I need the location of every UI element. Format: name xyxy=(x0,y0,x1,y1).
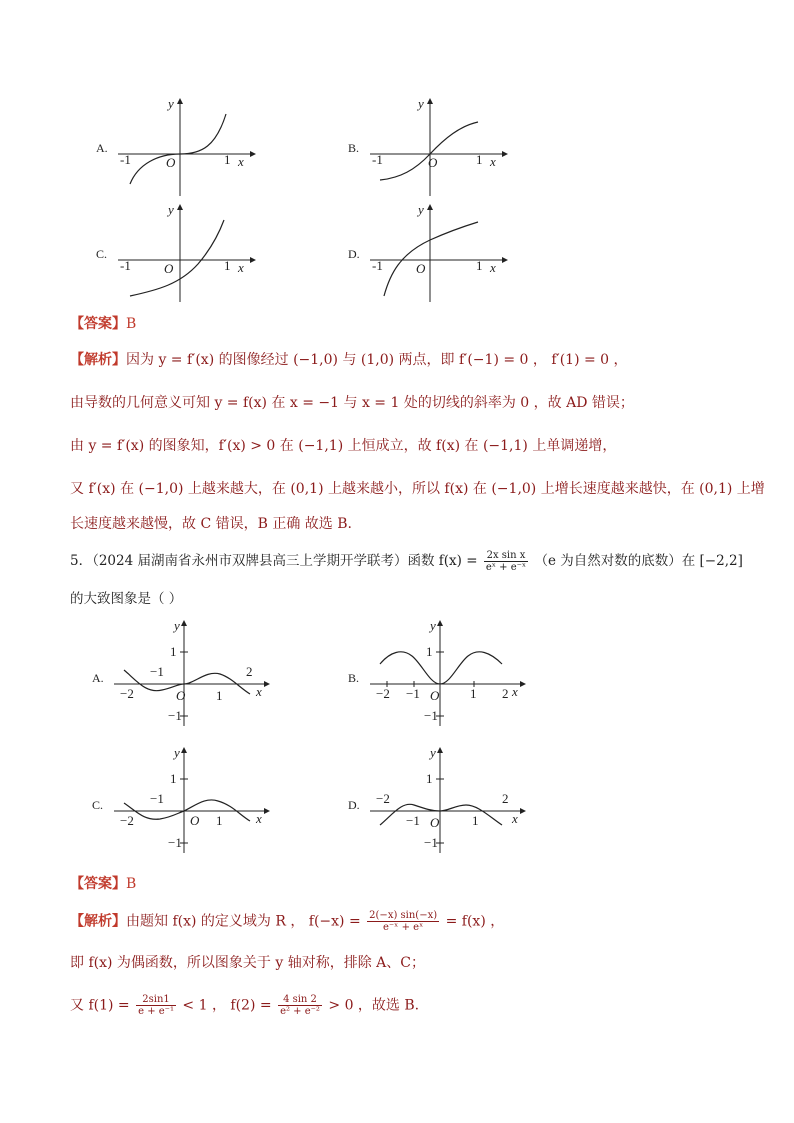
svg-text:−2: −2 xyxy=(376,791,390,806)
svg-text:y: y xyxy=(174,618,180,633)
svg-text:−1: −1 xyxy=(406,813,420,828)
y-axis-label: y xyxy=(418,96,424,111)
tick-1: 1 xyxy=(224,152,231,167)
origin-label: O xyxy=(166,155,176,170)
q5-analysis-line-3: 又 f(1) = $\frac{2\sin 1}{\text{e + e⁻¹}}$ < 1 ， f(2) = $\frac{4 \sin 2}{\text{e² + e⁻²}}$ > 0 ，故选 B. xyxy=(70,994,420,1017)
q4-graph-c xyxy=(118,204,258,304)
analysis-tag: 【解析】 xyxy=(70,913,126,930)
q5-stem-fraction: $\frac{\text{2x sin x}}{\text{eˣ + e⁻ˣ}}$ xyxy=(485,550,527,573)
y-axis-label: y xyxy=(418,202,424,217)
tick-neg1: -1 xyxy=(120,258,131,273)
svg-text:2: 2 xyxy=(502,791,509,806)
x-axis-label: x xyxy=(238,260,244,275)
q4-analysis-line-1: 【解析】因为 y = f′(x) 的图像经过 (−1,0) 与 (1,0) 两点，即 f′(−1) = 0 ， f′(1) = 0 ， xyxy=(70,352,628,368)
q5-graph-b xyxy=(370,618,530,728)
q5-analysis-line-2: 即 f(x) 为偶函数，所以图象关于 y 轴对称，排除 A、C； xyxy=(70,955,425,971)
y-axis-label: y xyxy=(168,202,174,217)
answer-value: B xyxy=(126,876,137,892)
svg-text:O: O xyxy=(430,688,440,703)
svg-text:−1: −1 xyxy=(168,708,182,723)
q5-answer-line xyxy=(70,874,136,894)
x-axis-label: x xyxy=(238,154,244,169)
answer-value: B xyxy=(126,316,137,332)
svg-text:−2: −2 xyxy=(376,686,390,701)
svg-text:−1: −1 xyxy=(150,791,164,806)
svg-text:O: O xyxy=(176,688,186,703)
q5-stem-line-2: 的大致图象是（ ） xyxy=(70,591,183,607)
svg-text:y: y xyxy=(430,745,436,760)
y-axis-label: y xyxy=(168,96,174,111)
svg-text:1: 1 xyxy=(470,686,477,701)
svg-text:−1: −1 xyxy=(424,708,438,723)
q5-option-c-label: C. xyxy=(92,798,104,812)
answer-tag: 【答案】 xyxy=(70,316,126,332)
svg-text:x: x xyxy=(256,684,262,699)
tick-neg1: -1 xyxy=(372,258,383,273)
q4-analysis-line-2: 由导数的几何意义可知 y = f(x) 在 x = −1 与 x = 1 处的切线的斜率为 0 ，故 AD 错误； xyxy=(70,395,634,411)
svg-text:1: 1 xyxy=(170,644,177,659)
tick-1: 1 xyxy=(224,258,231,273)
svg-text:O: O xyxy=(190,813,200,828)
svg-text:1: 1 xyxy=(426,644,433,659)
svg-text:O: O xyxy=(430,815,440,830)
q4-option-b-label: B. xyxy=(348,141,360,155)
origin-label: O xyxy=(164,261,174,276)
x-axis-label: x xyxy=(490,260,496,275)
q5-graph-d xyxy=(370,745,530,855)
x-axis-label: x xyxy=(490,154,496,169)
svg-text:x: x xyxy=(512,811,518,826)
q4-analysis-line-5: 长速度越来越慢，故 C 错误，B 正确 故选 B. xyxy=(70,516,352,532)
svg-text:x: x xyxy=(512,684,518,699)
svg-text:−1: −1 xyxy=(424,835,438,850)
q5-option-d-label: D. xyxy=(348,798,360,812)
svg-text:1: 1 xyxy=(472,813,479,828)
svg-text:−2: −2 xyxy=(120,813,134,828)
q5-graph-a xyxy=(114,618,274,728)
svg-text:1: 1 xyxy=(216,688,223,703)
svg-text:y: y xyxy=(430,618,436,633)
q5-graph-c xyxy=(114,745,274,855)
svg-text:−1: −1 xyxy=(406,686,420,701)
q5-analysis-line-1: 【解析】由题知 f(x) 的定义域为 R ， f(−x) = $\frac{2(-x) \sin(-x)}{\text{e⁻ˣ + eˣ}}$ = f(x) ， xyxy=(70,910,505,933)
q4-graph-d xyxy=(370,204,510,304)
q4-analysis-line-4: 又 f′(x) 在 (−1,0) 上越来越大，在 (0,1) 上越来越小，所以 f(x) 在 (−1,0) 上增长速度越来越快，在 (0,1) 上增 xyxy=(70,481,765,497)
q4-graph-b xyxy=(370,98,510,198)
q5-option-b-label: B. xyxy=(348,671,360,685)
origin-label: O xyxy=(416,261,426,276)
q4-analysis-line-3: 由 y = f′(x) 的图象知，f′(x) > 0 在 (−1,1) 上恒成立，故 f(x) 在 (−1,1) 上单调递增， xyxy=(70,438,617,454)
tick-neg1: -1 xyxy=(120,152,131,167)
q4-option-d-label: D. xyxy=(348,247,360,261)
svg-text:2: 2 xyxy=(246,664,253,679)
q4-answer-line xyxy=(70,314,136,334)
svg-text:x: x xyxy=(256,811,262,826)
q4-option-c-label: C. xyxy=(96,247,108,261)
svg-text:y: y xyxy=(174,745,180,760)
svg-text:1: 1 xyxy=(426,771,433,786)
svg-text:−1: −1 xyxy=(150,664,164,679)
tick-1: 1 xyxy=(476,258,483,273)
svg-text:−2: −2 xyxy=(120,686,134,701)
svg-text:1: 1 xyxy=(216,813,223,828)
analysis-tag: 【解析】 xyxy=(70,352,126,368)
origin-label: O xyxy=(428,155,438,170)
answer-tag: 【答案】 xyxy=(70,876,126,892)
svg-text:2: 2 xyxy=(502,686,509,701)
svg-text:1: 1 xyxy=(170,771,177,786)
q5-option-a-label: A. xyxy=(92,671,104,685)
q4-graph-a xyxy=(118,98,258,198)
q4-option-a-label: A. xyxy=(96,141,108,155)
svg-text:−1: −1 xyxy=(168,835,182,850)
q5-stem-line-1: 5．（2024 届湖南省永州市双牌县高三上学期开学联考）函数 f(x) = $\frac{\text{2x sin x}}{\text{eˣ + e⁻ˣ}}$ （e 为自然对数的底数）在 [−2,2] xyxy=(70,550,743,573)
tick-1: 1 xyxy=(476,152,483,167)
tick-neg1: -1 xyxy=(372,152,383,167)
